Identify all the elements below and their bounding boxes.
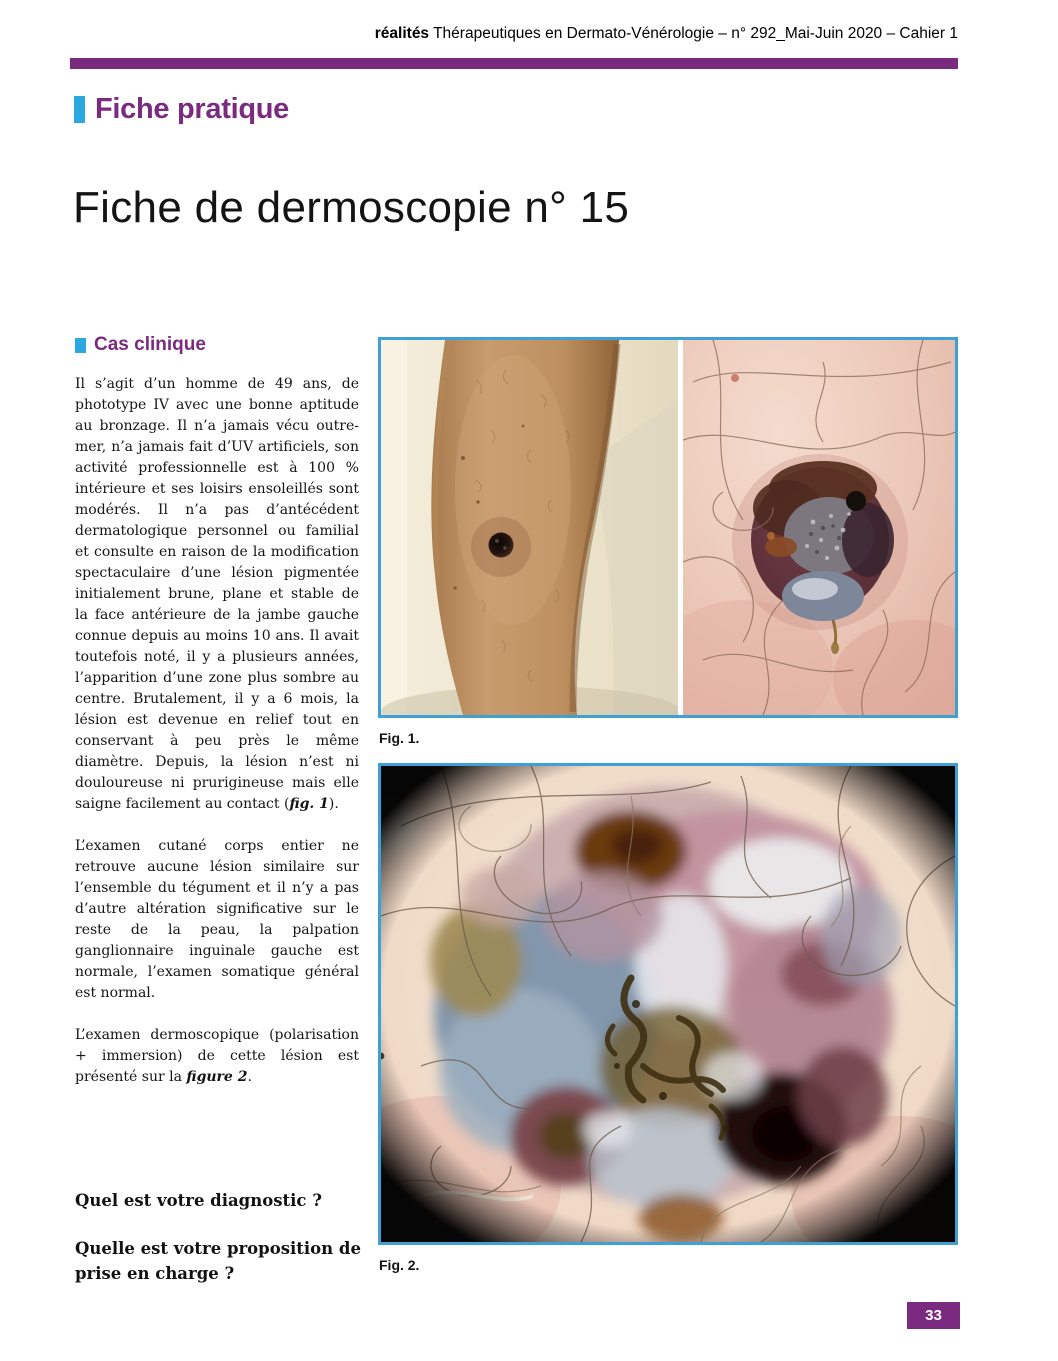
page-title: Fiche de dermoscopie n° 15 [73, 183, 630, 232]
rubric [74, 93, 289, 126]
paragraph-3 [75, 1025, 359, 1088]
dermoscopy-photo-illustration [381, 766, 955, 1242]
section-heading [75, 334, 206, 356]
paragraph-1-text: Il s’agit d’un homme de 49 ans, de phototype IV avec une bonne aptitude au bronzage. Il n’a jamais vécu outre-mer, n’a jamais fait d’UV artificiels, son activité professionnelle est à 100 % intérieure et ses loisirs ensoleillés sont modérés. Il n’a pas d’antécédent dermatologique personnel ou familial et consulte en raison de la modification spectaculaire d’une lésion pigmentée initialement brune, plane et stable de la face antérieure de la jambe gauche connue depuis au moins 10 ans. Il avait toutefois noté, il y a plusieurs années, l’apparition d’une zone plus sombre au centre. Brutalement, il y a 6 mois, la lésion est devenue en relief tout en conservant à peu près le même diamètre. Depuis, la lésion n’est ni douloureuse ni prurigineuse mais elle saigne facilement au contact ( [75, 376, 359, 812]
section-bullet-icon [75, 338, 86, 353]
journal-header [70, 25, 958, 43]
figure-1-reference: fig. 1 [289, 796, 329, 812]
question-diagnostic: Quel est votre diagnostic ? [75, 1191, 322, 1210]
figure-2-caption: Fig. 2. [379, 1257, 420, 1273]
paragraph-1 [75, 374, 359, 815]
journal-brand: réalités [374, 25, 430, 42]
paragraph-1-tail: ). [328, 796, 339, 812]
rubric-label: Fiche pratique [95, 93, 289, 125]
page-number-badge: 33 [907, 1302, 960, 1329]
figure-1-photo-lesion [683, 340, 955, 715]
leg-photo-illustration [381, 340, 678, 715]
figure-2 [378, 763, 958, 1245]
figure-1 [378, 337, 958, 718]
figure-1-photo-leg [381, 340, 678, 715]
paragraph-3-text: L’examen dermoscopique (polarisation + immersion) de cette lésion est présenté sur la [75, 1027, 359, 1085]
header-rule [70, 58, 958, 69]
rubric-bullet-icon [74, 96, 85, 123]
paragraph-2: L’examen cutané corps entier ne retrouve aucune lésion similaire sur l’ensemble du tégument et il n’y a pas d’autre altération significative sur le reste de la peau, la palpation ganglionnaire inguinale gauche est normale, l’examen somatique général est normal. [75, 838, 359, 1001]
figure-2-reference: figure 2 [186, 1069, 248, 1085]
figure-1-caption: Fig. 1. [379, 730, 420, 746]
case-text-column [75, 374, 359, 1109]
lesion-closeup-illustration [683, 340, 955, 715]
section-heading-label: Cas clinique [94, 334, 206, 355]
question-prise-en-charge: Quelle est votre proposition de prise en charge ? [75, 1239, 361, 1283]
paragraph-3-tail: . [247, 1069, 252, 1085]
journal-header-text: Thérapeutiques en Dermato-Vénérologie – n° 292_Mai-Juin 2020 – Cahier 1 [429, 25, 958, 42]
